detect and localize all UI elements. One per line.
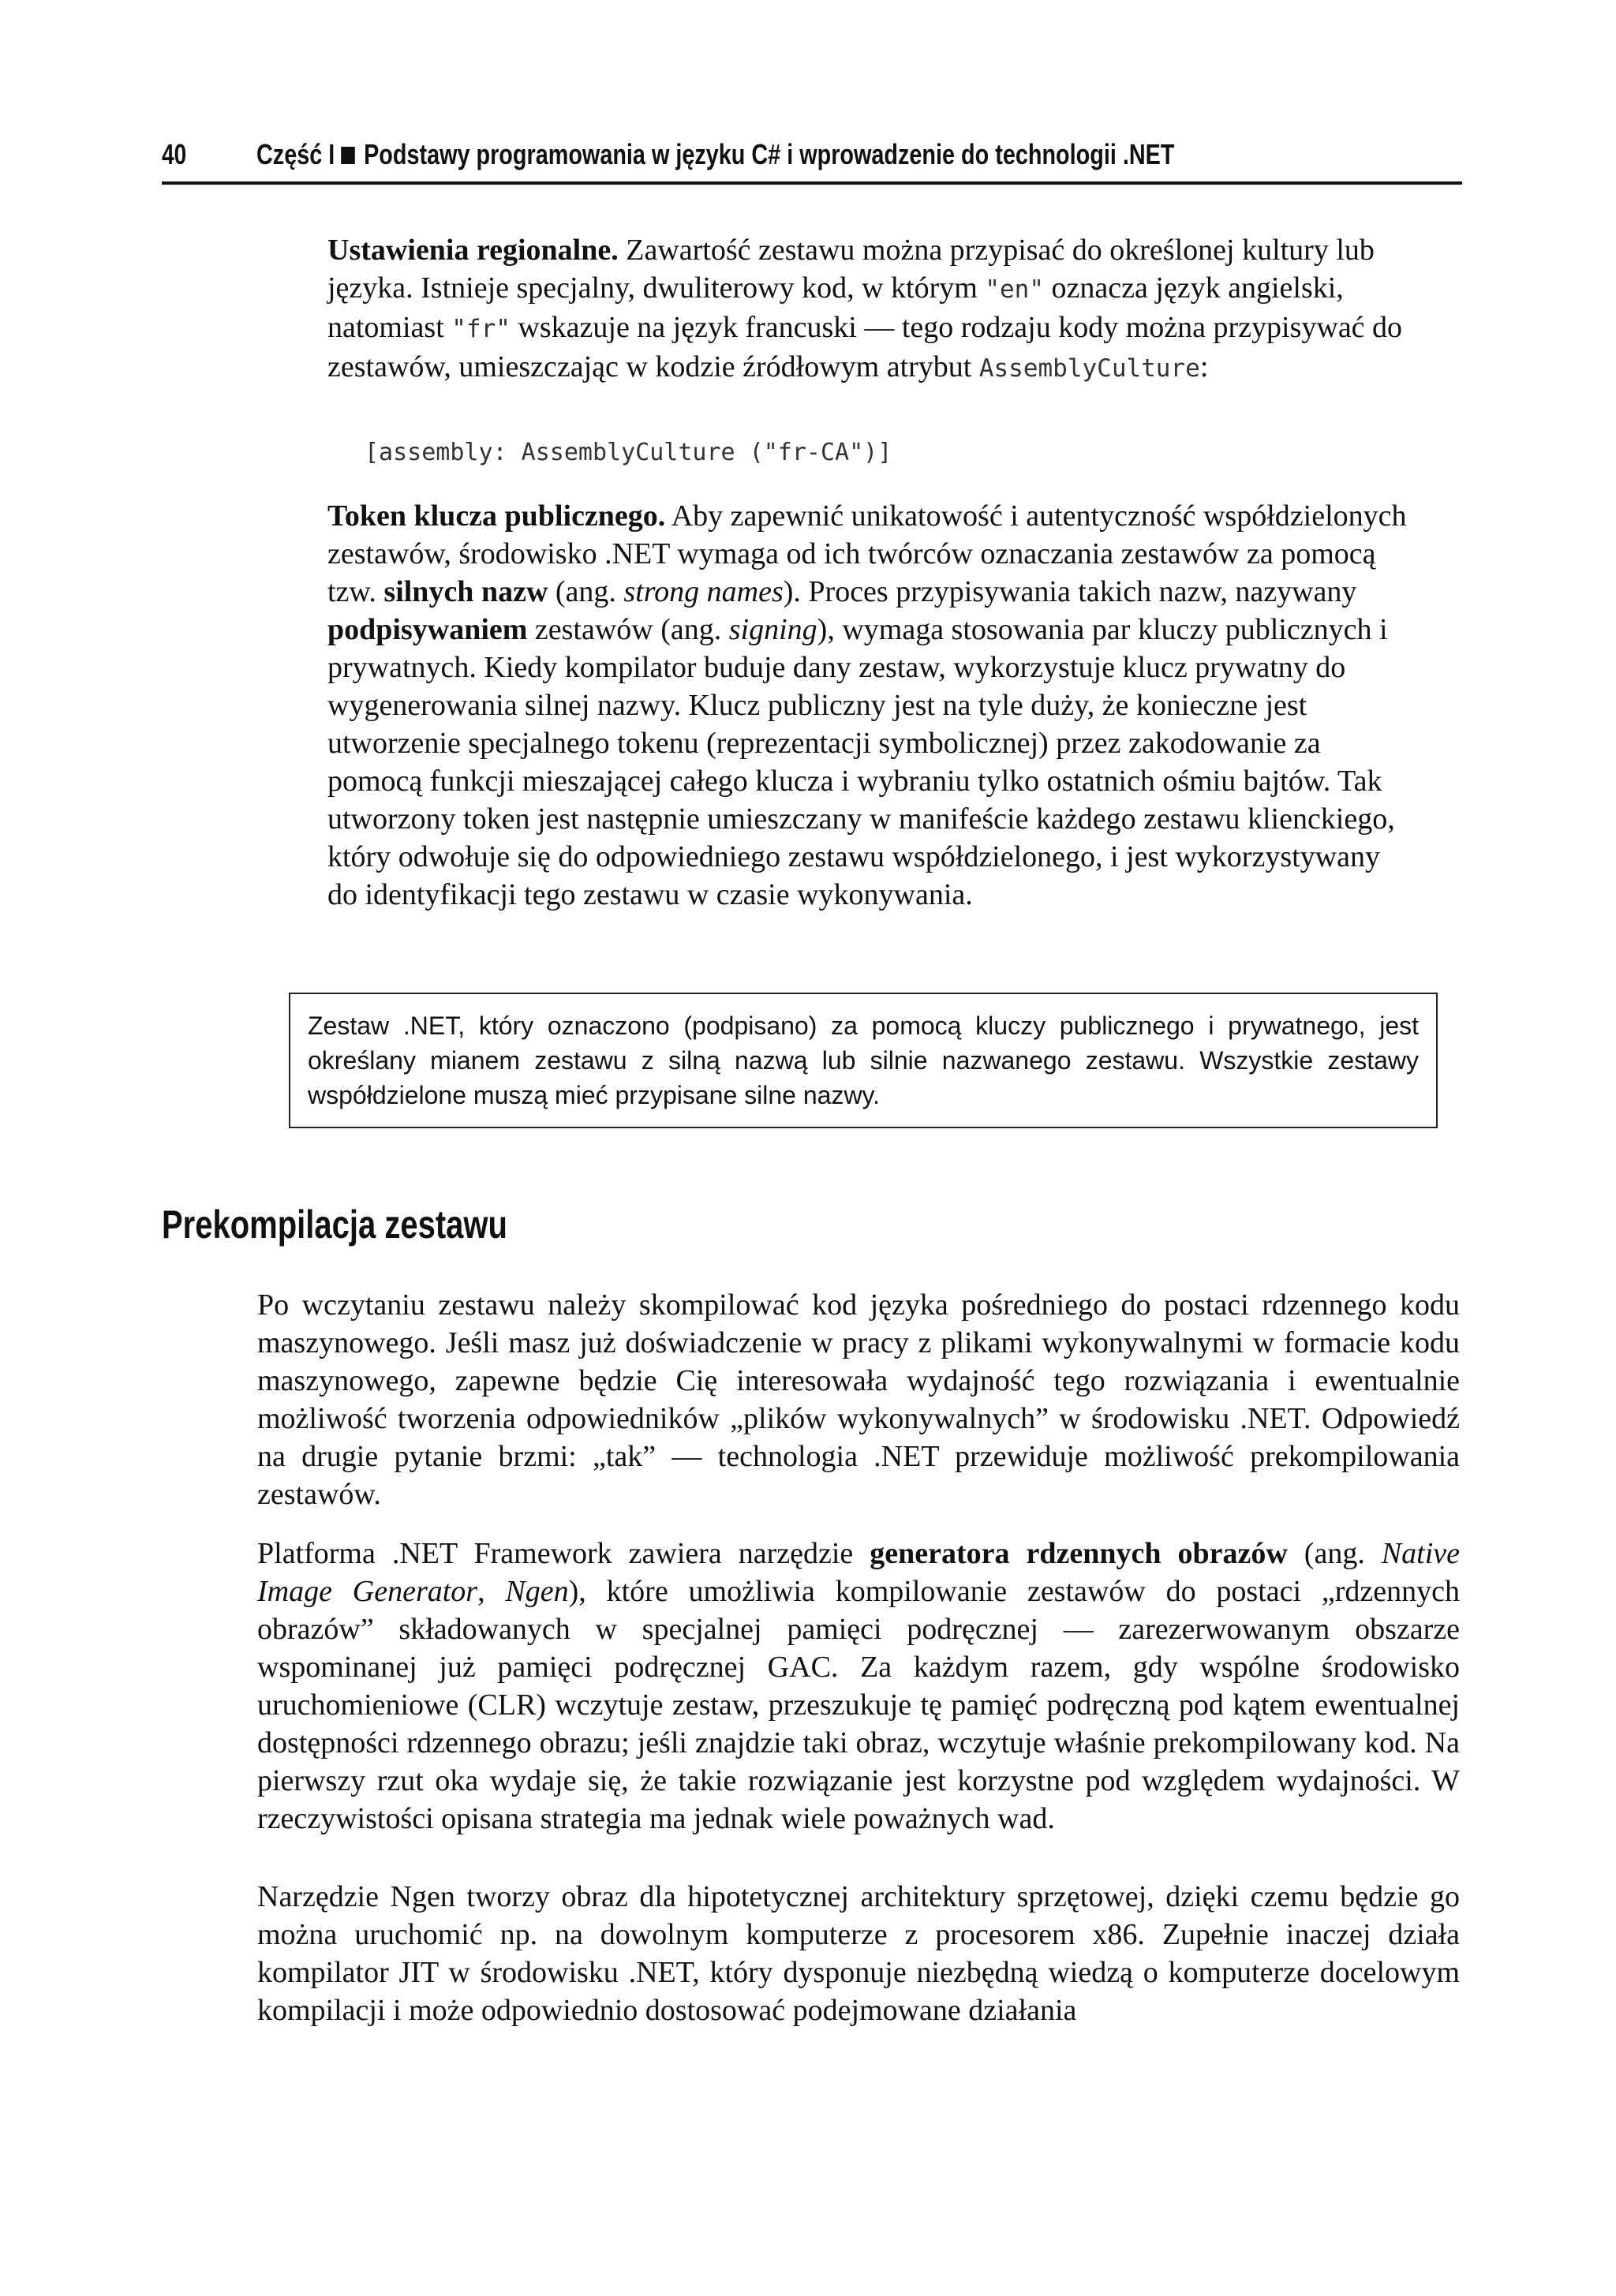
text-span: : bbox=[1199, 350, 1209, 383]
text-span: oznacza język angielski, natomiast bbox=[327, 271, 1344, 344]
regional-settings-lead: Ustawienia regionalne. bbox=[327, 234, 619, 267]
running-title bbox=[256, 131, 1174, 178]
code-assembly-culture: AssemblyCulture bbox=[978, 354, 1200, 383]
public-key-token-paragraph bbox=[327, 497, 1416, 914]
term-signing-en: signing bbox=[728, 613, 817, 646]
term-native-image-generator-en: Native Image Generator bbox=[257, 1537, 1460, 1608]
text-span: ), wymaga stosowania par kluczy publicznych i prywatnych. Kiedy kompilator buduje dany zestaw, wykorzystuje klucz prywatny do wygenerowania silnej nazwy. Klucz publiczny jest na tyle duży, że konieczne jest utworzenie specjalnego tokenu (reprezentacji symbolicznej) przez zakodowanie za pomocą funkcji mieszającej całego klucza i wybraniu tylko ostatnich ośmiu bajtów. Tak utworzony token jest następnie umieszczany w manifeście każdego zestawu klienckiego, który odwołuje się do odpowiedniego zestawu współdzielonego, i jest wykorzystywany do identyfikacji tego zestawu w czasie wykonywania. bbox=[327, 613, 1395, 911]
code-fr: "fr" bbox=[451, 315, 511, 343]
precompilation-paragraph-2 bbox=[257, 1535, 1460, 1838]
text-span: wskazuje na język francuski — tego rodzaju kody można przypisywać do zestawów, umieszczając w kodzie źródłowym atrybut bbox=[327, 311, 1403, 383]
paragraph-text: Narzędzie Ngen tworzy obraz dla hipotetycznej architektury sprzętowej, dzięki czemu będzie go można uruchomić np. na dowolnym komputerze z procesorem x86. Zupełnie inaczej działa kompilator JIT w środowisku .NET, który dysponuje niezbędną wiedzą o komputerze docelowym kompilacji i może odpowiednio dostosować podejmowane działania bbox=[257, 1880, 1460, 2027]
precompilation-paragraph-1 bbox=[257, 1286, 1460, 1513]
text-span: ), które umożliwia kompilowanie zestawów do postaci „rdzennych obrazów” składowanych w specjalnej pamięci podręcznej — zarezerwowanym obszarze wspominanej już pamięci podręcznej GAC. Za każdym razem, gdy wspólne środowisko uruchomieniowe (CLR) wczytuje zestaw, przeszukuje tę pamięć podręczną pod kątem ewentualnej dostępności rdzennego obrazu; jeśli znajdzie taki obraz, wczytuje właśnie prekompilowany kod. Na pierwszy rzut oka wydaje się, że takie rozwiązanie jest korzystne pod względem wydajności. W rzeczywistości opisana strategia ma jednak wiele poważnych wad. bbox=[257, 1575, 1460, 1835]
text-span: Zawartość zestawu można przypisać do określonej kultury lub języka. Istnieje specjalny, dwuliterowy kod, w którym bbox=[327, 234, 1375, 305]
paragraph-text: Po wczytaniu zestawu należy skompilować kod języka pośredniego do postaci rdzennego kodu maszynowego. Jeśli masz już doświadczenie w pracy z plikami wykonywalnymi w formacie kodu maszynowego, zapewne będzie Cię interesowała wydajność tego rozwiązania i ewentualnie możliwość tworzenia odpowiedników „plików wykonywalnych” w środowisku .NET. Odpowiedź na drugie pytanie brzmi: „tak” — technologia .NET przewiduje możliwość prekompilowania zestawów. bbox=[257, 1288, 1460, 1511]
public-key-token-lead: Token klucza publicznego. bbox=[327, 499, 666, 533]
regional-settings-paragraph bbox=[327, 231, 1416, 387]
term-strong-names: silnych nazw bbox=[383, 575, 548, 608]
running-header bbox=[162, 131, 1462, 185]
precompilation-paragraph-3 bbox=[257, 1878, 1460, 2029]
text-span: ). Proces przypisywania takich nazw, nazywany bbox=[783, 575, 1357, 608]
text-span: (ang. bbox=[548, 575, 624, 608]
text-span: , bbox=[477, 1575, 506, 1608]
running-title-part: Część I bbox=[256, 138, 335, 170]
text-span: zestawów (ang. bbox=[527, 613, 729, 646]
text-span: Platforma .NET Framework zawiera narzędzie bbox=[257, 1537, 870, 1570]
text-span: (ang. bbox=[1287, 1537, 1382, 1570]
term-signing: podpisywaniem bbox=[327, 613, 528, 646]
code-en: "en" bbox=[985, 275, 1044, 304]
section-heading: Prekompilacja zestawu bbox=[162, 1202, 507, 1247]
page-number: 40 bbox=[162, 138, 187, 170]
square-bullet-icon bbox=[341, 147, 355, 164]
term-ngen: Ngen bbox=[505, 1575, 569, 1608]
text-span: Aby zapewnić unikatowość i autentyczność współdzielonych zestawów, środowisko .NET wymaga od ich twórców oznaczania zestawów za pomocą tzw. bbox=[327, 499, 1407, 608]
running-title-text: Podstawy programowania w języku C# i wprowadzenie do technologii .NET bbox=[364, 138, 1175, 170]
code-example: [assembly: AssemblyCulture ("fr-CA")] bbox=[365, 439, 892, 466]
term-strong-names-en: strong names bbox=[623, 575, 784, 608]
note-box: Zestaw .NET, który oznaczono (podpisano) za pomocą kluczy publicznego i prywatnego, jest określany mianem zestawu z silną nazwą lub silnie nazwanego zestawu. Wszystkie zestawy współdzielone muszą mieć przypisane silne nazwy. bbox=[289, 993, 1438, 1128]
term-native-image-generator: generatora rdzennych obrazów bbox=[870, 1537, 1288, 1570]
